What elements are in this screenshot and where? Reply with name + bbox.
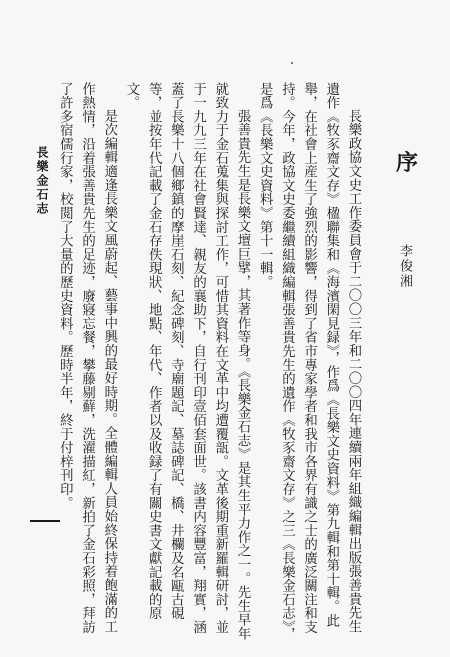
paragraph-1: 長樂政協文史工作委員會于二〇〇三年和二〇〇四年連續兩年組織編輯出版張善貴先生遺作《牧豕齋文存》楹聯集和《海濱閑見録》，作爲《長樂文史資料》第九輯和第十輯。此舉，在社會上産生了強烈的影響，得到了省市專家學者和我市各界有識之士的廣泛關注和支持。今年，政協文史委繼續組織編輯張善貴先生的遺作《牧豕齋文存》之三《長樂金石志》，是爲《長樂文史資料》第十一輯。: [257, 82, 361, 642]
page-number: [30, 520, 60, 522]
page-speck: [291, 62, 293, 64]
preface-title: 序: [396, 150, 419, 176]
page-number-text: [30, 520, 31, 521]
preface-body: [34, 82, 364, 642]
paragraph-2: 張善貴先生是長樂文壇巨擘，其著作等身。《長樂金石志》是其生平力作之一。先生早年就致力于金石蒐集與探討工作，可惜其資料在文革中均遭覆瓿。文革後期重新羅輯研討，並于一九九三年在社會賢達、親友的襄助下，自行刊印壹佰套面世。該書内容豐富，翔實，涵蓋了長樂十八個鄉鎮的摩崖石刻、紀念碑刻、寺廟題記、墓誌碑記、橋、井欄及名甌古硯等，並按年代記載了金石存佚現狀、地點、年代、作者以及收録了有關史書文獻記載的原文。: [123, 82, 250, 641]
author-name: 李俊湘: [397, 244, 412, 289]
running-head: 長樂金石志: [35, 146, 49, 216]
paragraph-3: 是次編輯適逢長樂文風蔚起、藝事中興的最好時期。全體編輯人員始終保持着飽滿的工作熱情，沿着張善貴先生的足迹，廢寢忘餐，攀藤剔蘚，洗濯描紅，新拍了金石彩照，拜訪了許多宿儒行家，校閲了大量的歷史資料。歷時半年，終于付梓刊印。: [57, 82, 117, 634]
